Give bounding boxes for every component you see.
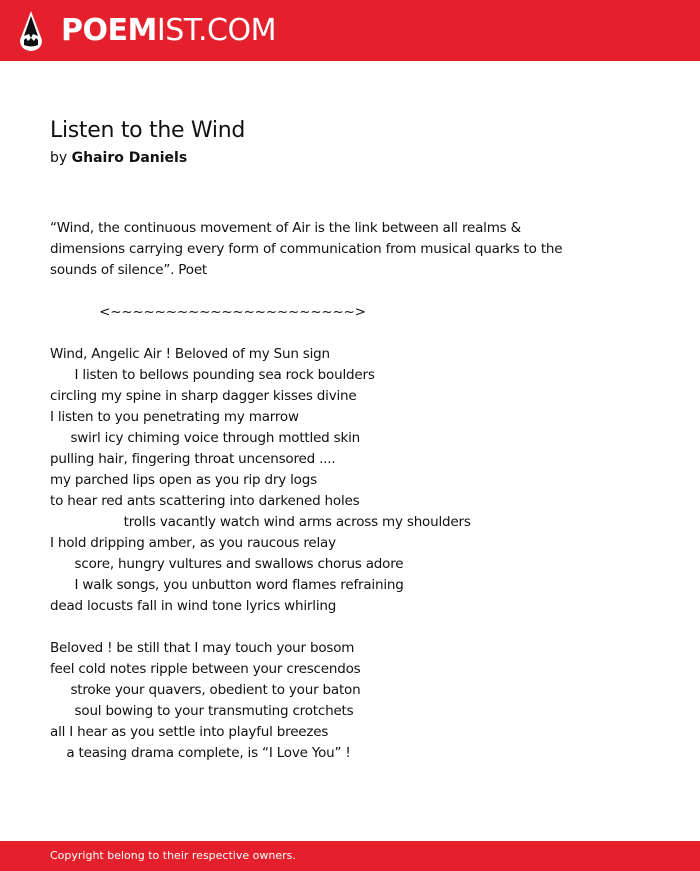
logo-wordmark [61,11,276,51]
poem-line: score, hungry vultures and swallows chorus adore [50,556,404,572]
poem-line: all I hear as you settle into playful breezes [50,724,329,740]
poem-line: to hear red ants scattering into darkened holes [50,493,360,509]
poem-line: sounds of silence”. Poet [50,262,208,278]
poem-line: a teasing drama complete, is “I Love You” ! [50,745,351,761]
poem-line: I listen to bellows pounding sea rock boulders [50,367,375,383]
site-footer [0,841,700,871]
poem-line: stroke your quavers, obedient to your baton [50,682,361,698]
poem-line: circling my spine in sharp dagger kisses divine [50,388,357,404]
poem-line: I walk songs, you unbutton word flames refraining [50,577,404,593]
poem-line: “Wind, the continuous movement of Air is the link between all realms & [50,220,521,236]
poem-line: I listen to you penetrating my marrow [50,409,299,425]
poem-line: Wind, Angelic Air ! Beloved of my Sun sign [50,346,330,362]
poem-line: feel cold notes ripple between your crescendos [50,661,361,677]
poem-line [50,617,650,638]
poem-line: pulling hair, fingering throat uncensored .... [50,451,336,467]
poem-line: Beloved ! be still that I may touch your bosom [50,640,355,656]
poem-line: dimensions carrying every form of communication from musical quarks to the [50,241,563,257]
author-name: Ghairo Daniels [71,150,188,166]
byline [50,148,650,168]
poem-line: soul bowing to your transmuting crotchets [50,703,354,719]
poem-line: <~~~~~~~~~~~~~~~~~~~~~~> [50,304,366,320]
site-header [0,0,700,61]
poem-line: my parched lips open as you rip dry logs [50,472,317,488]
logo-wordmark-light: IST.COM [156,13,276,48]
site-logo[interactable] [18,10,276,52]
poem-line: dead locusts fall in wind tone lyrics whirling [50,598,337,614]
logo-wordmark-bold: POEM [61,13,157,48]
copyright-notice: Copyright belong to their respective owners. [50,849,296,862]
poem-title: Listen to the Wind [50,118,245,143]
poem-line: I hold dripping amber, as you raucous relay [50,535,336,551]
pencil-tip-icon [18,10,44,52]
poem-body [50,218,650,764]
poem-line [50,323,650,344]
by-label: by [50,150,68,166]
poem-line: trolls vacantly watch wind arms across my shoulders [50,514,471,530]
poem-line [50,281,650,302]
poem-heading [50,116,650,168]
poem-line: swirl icy chiming voice through mottled skin [50,430,361,446]
